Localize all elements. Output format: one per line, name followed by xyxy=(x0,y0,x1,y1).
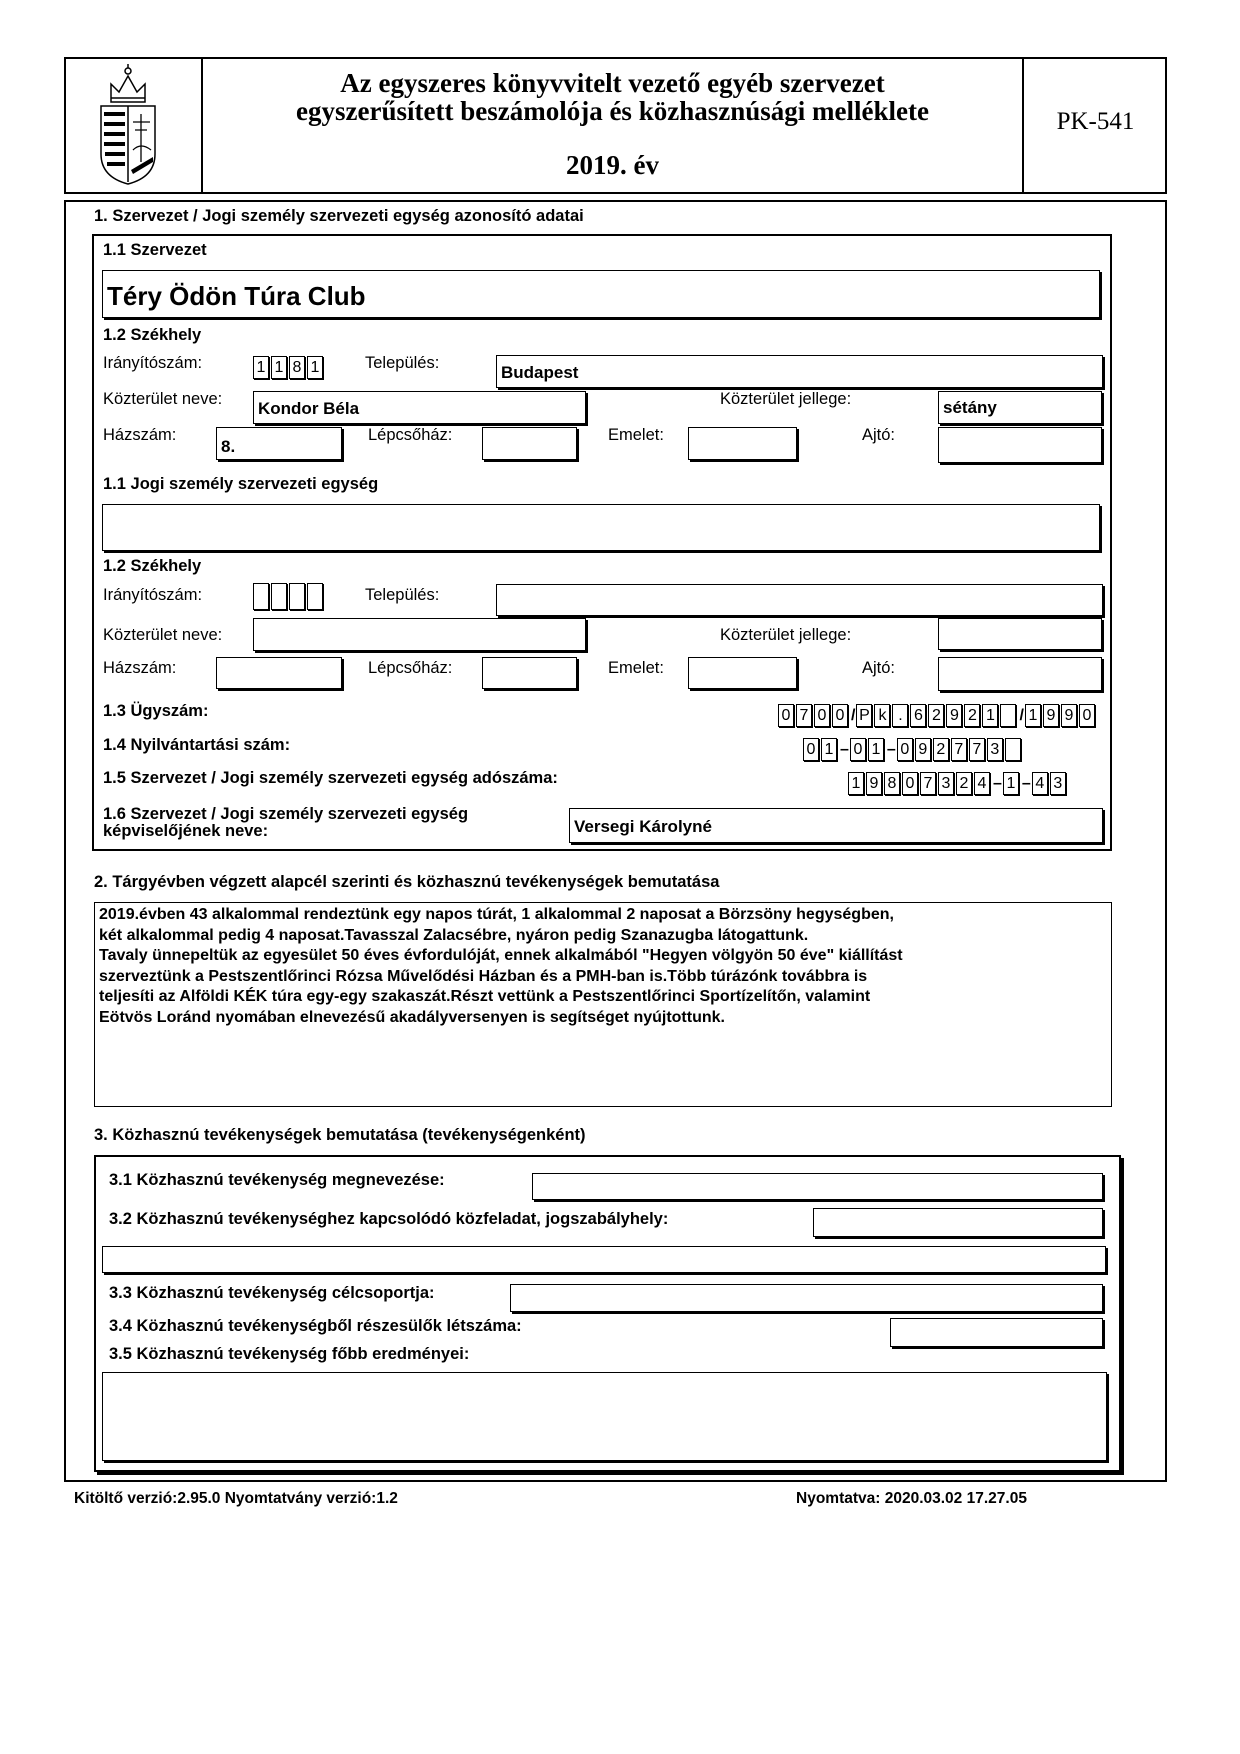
activity-line: Eötvös Loránd nyomában elnevezésű akadályversenyen is segítséget nyújtottunk. xyxy=(99,1008,725,1026)
registry-char: 1 xyxy=(821,738,837,761)
unit-stair-label: Lépcsőház: xyxy=(368,659,453,677)
tax-char: 4 xyxy=(1032,772,1048,795)
org-floor-label: Emelet: xyxy=(608,426,664,444)
case-char xyxy=(1000,704,1016,727)
org-house-field[interactable]: 8. xyxy=(216,427,342,460)
org-door-label: Ajtó: xyxy=(862,426,896,444)
tax-char: 0 xyxy=(902,772,918,795)
unit-floor-label: Emelet: xyxy=(608,659,664,677)
registry-char: 2 xyxy=(933,738,949,761)
unit-city-label: Település: xyxy=(365,586,440,604)
unit-house-label: Házszám: xyxy=(103,659,177,677)
q32-field-short[interactable] xyxy=(813,1208,1103,1237)
registry-char: 9 xyxy=(915,738,931,761)
registry-char: 0 xyxy=(803,738,819,761)
q32-label: 3.2 Közhasznú tevékenységhez kapcsolódó közfeladat, jogszabályhely: xyxy=(109,1210,669,1228)
activity-line: 2019.évben 43 alkalommal rendeztünk egy napos túrát, 1 alkalommal 2 naposat a Börzsöny hegységben, xyxy=(99,906,894,923)
registry-separator: – xyxy=(886,740,896,758)
tax-char: 3 xyxy=(1050,772,1066,795)
case-separator: / xyxy=(851,706,856,724)
unit-label: 1.1 Jogi személy szervezeti egység xyxy=(103,475,379,493)
registry-char: 1 xyxy=(868,738,884,761)
org-street-field[interactable]: Kondor Béla xyxy=(253,391,586,424)
unit-zip-label: Irányítószám: xyxy=(103,586,203,604)
tax-char: 2 xyxy=(956,772,972,795)
tax-char: 3 xyxy=(938,772,954,795)
unit-street-type-field[interactable] xyxy=(938,618,1102,650)
unit-stair-field[interactable] xyxy=(482,657,577,689)
report-year: 2019. év xyxy=(566,150,659,180)
activity-line: Tavaly ünnepeltük az egyesület 50 éves évfordulóját, ennek alkalmából "Hegyen völgyön 50 éve" kiállítást xyxy=(99,947,903,964)
registry-separator: – xyxy=(840,740,849,758)
registry-label: 1.4 Nyilvántartási szám: xyxy=(103,736,291,754)
q33-label: 3.3 Közhasznú tevékenység célcsoportja: xyxy=(109,1284,435,1302)
unit-floor-field[interactable] xyxy=(688,657,797,689)
page-title-line1: Az egyszeres könyvvitelt vezető egyéb szervezet xyxy=(340,68,885,98)
org-zip-field[interactable] xyxy=(253,356,325,379)
page-title-line2: egyszerűsített beszámolója és közhasznúsági melléklete xyxy=(296,96,929,126)
zip-digit: 8 xyxy=(289,356,305,379)
q34-label: 3.4 Közhasznú tevékenységből részesülők létszáma: xyxy=(109,1317,522,1335)
zip-digit: 1 xyxy=(271,356,287,379)
case-char: k xyxy=(874,704,890,727)
tax-separator: – xyxy=(1021,774,1031,792)
unit-city-field[interactable] xyxy=(496,584,1103,616)
form-code: PK-541 xyxy=(1056,108,1135,135)
registry-char: 7 xyxy=(951,738,967,761)
q35-label: 3.5 Közhasznú tevékenység főbb eredményei: xyxy=(109,1345,470,1363)
org-street-label: Közterület neve: xyxy=(103,390,223,408)
tax-char: 8 xyxy=(884,772,900,795)
tax-number-field[interactable] xyxy=(848,772,1068,795)
section3-heading: 3. Közhasznú tevékenységek bemutatása (tevékenységenként) xyxy=(94,1126,586,1144)
case-char: 9 xyxy=(1043,704,1059,727)
org-stair-label: Lépcsőház: xyxy=(368,426,453,444)
zip-digit: 1 xyxy=(307,356,323,379)
tax-char: 1 xyxy=(848,772,864,795)
case-char: 6 xyxy=(910,704,926,727)
zip-digit xyxy=(307,583,323,610)
q32-field-long[interactable] xyxy=(102,1246,1106,1273)
unit-door-field[interactable] xyxy=(938,657,1102,691)
zip-digit xyxy=(289,583,305,610)
unit-house-field[interactable] xyxy=(216,657,342,689)
registry-char: 0 xyxy=(897,738,913,761)
org-street-type-field[interactable]: sétány xyxy=(938,391,1102,424)
case-char: 2 xyxy=(928,704,944,727)
unit-seat-label: 1.2 Székhely xyxy=(103,557,202,575)
case-char: . xyxy=(892,704,908,727)
q34-field[interactable] xyxy=(890,1318,1103,1347)
case-char: 1 xyxy=(982,704,998,727)
tax-char: 9 xyxy=(866,772,882,795)
section1-heading: 1. Szervezet / Jogi személy szervezeti egység azonosító adatai xyxy=(94,207,584,225)
print-timestamp: Nyomtatva: 2020.03.02 17.27.05 xyxy=(796,1490,1027,1507)
representative-field[interactable]: Versegi Károlyné xyxy=(569,808,1103,843)
unit-street-type-label: Közterület jellege: xyxy=(720,626,852,644)
representative-label-line1: 1.6 Szervezet / Jogi személy szervezeti egység xyxy=(103,805,469,823)
unit-name-field[interactable] xyxy=(102,504,1100,551)
hungarian-coat-of-arms-icon xyxy=(93,62,163,187)
case-char: 0 xyxy=(1079,704,1095,727)
case-number-field[interactable] xyxy=(778,704,1097,727)
activity-line: szerveztünk a Pestszentlőrinci Rózsa Művelődési Házban és a PMH-ban is.Több túrázónk továbbra is xyxy=(99,967,868,985)
q33-field[interactable] xyxy=(510,1284,1103,1312)
case-char: 0 xyxy=(814,704,830,727)
registry-number-field[interactable] xyxy=(803,738,1023,761)
unit-street-label: Közterület neve: xyxy=(103,626,223,644)
representative-label-line2: képviselőjének neve: xyxy=(103,822,269,840)
unit-zip-field[interactable] xyxy=(253,583,325,610)
version-info: Kitöltő verzió:2.95.0 Nyomtatvány verzió:1.2 xyxy=(74,1490,398,1507)
q31-label: 3.1 Közhasznú tevékenység megnevezése: xyxy=(109,1171,445,1189)
org-house-label: Házszám: xyxy=(103,426,177,444)
org-city-field[interactable]: Budapest xyxy=(496,355,1103,388)
org-zip-label: Irányítószám: xyxy=(103,354,203,372)
tax-char: 7 xyxy=(920,772,936,795)
activity-line: két alkalommal pedig 4 naposat.Tavasszal Zalacsébre, nyáron pedig Szanazugba látogattunk. xyxy=(99,926,809,944)
case-char: 9 xyxy=(946,704,962,727)
tax-separator: – xyxy=(993,774,1002,792)
zip-digit: 1 xyxy=(253,356,269,379)
case-char: 7 xyxy=(796,704,812,727)
q31-field[interactable] xyxy=(532,1173,1103,1200)
org-door-field[interactable] xyxy=(938,427,1102,463)
unit-street-field[interactable] xyxy=(253,618,586,651)
org-city-label: Település: xyxy=(365,354,440,372)
case-separator: / xyxy=(1019,706,1024,724)
tax-char: 4 xyxy=(974,772,990,795)
case-char: 0 xyxy=(832,704,848,727)
q35-field[interactable] xyxy=(102,1372,1107,1461)
case-char: 1 xyxy=(1025,704,1041,727)
case-char: 0 xyxy=(778,704,794,727)
tax-char: 1 xyxy=(1003,772,1019,795)
case-char: 2 xyxy=(964,704,980,727)
activity-description-field[interactable] xyxy=(94,902,1112,1107)
org-seat-label: 1.2 Székhely xyxy=(103,326,202,344)
registry-char: 7 xyxy=(969,738,985,761)
section2-heading: 2. Tárgyévben végzett alapcél szerinti és közhasznú tevékenységek bemutatása xyxy=(94,873,720,891)
org-name-field[interactable]: Téry Ödön Túra Club xyxy=(102,270,1100,318)
tax-label: 1.5 Szervezet / Jogi személy szervezeti egység adószáma: xyxy=(103,769,558,787)
org-stair-field[interactable] xyxy=(482,427,577,460)
org-street-type-label: Közterület jellege: xyxy=(720,390,852,408)
registry-char: 3 xyxy=(987,738,1003,761)
case-char: 9 xyxy=(1061,704,1077,727)
zip-digit xyxy=(271,583,287,610)
case-number-label: 1.3 Ügyszám: xyxy=(103,702,209,720)
org-label: 1.1 Szervezet xyxy=(103,241,207,259)
zip-digit xyxy=(253,583,269,610)
activity-line: teljesíti az Alföldi KÉK túra egy-egy szakaszát.Részt vettünk a Pestszentlőrinci Sportízelítőn, valamint xyxy=(99,988,871,1005)
registry-char xyxy=(1005,738,1021,761)
unit-door-label: Ajtó: xyxy=(862,659,896,677)
case-char: P xyxy=(856,704,872,727)
org-floor-field[interactable] xyxy=(688,427,797,460)
registry-char: 0 xyxy=(850,738,866,761)
